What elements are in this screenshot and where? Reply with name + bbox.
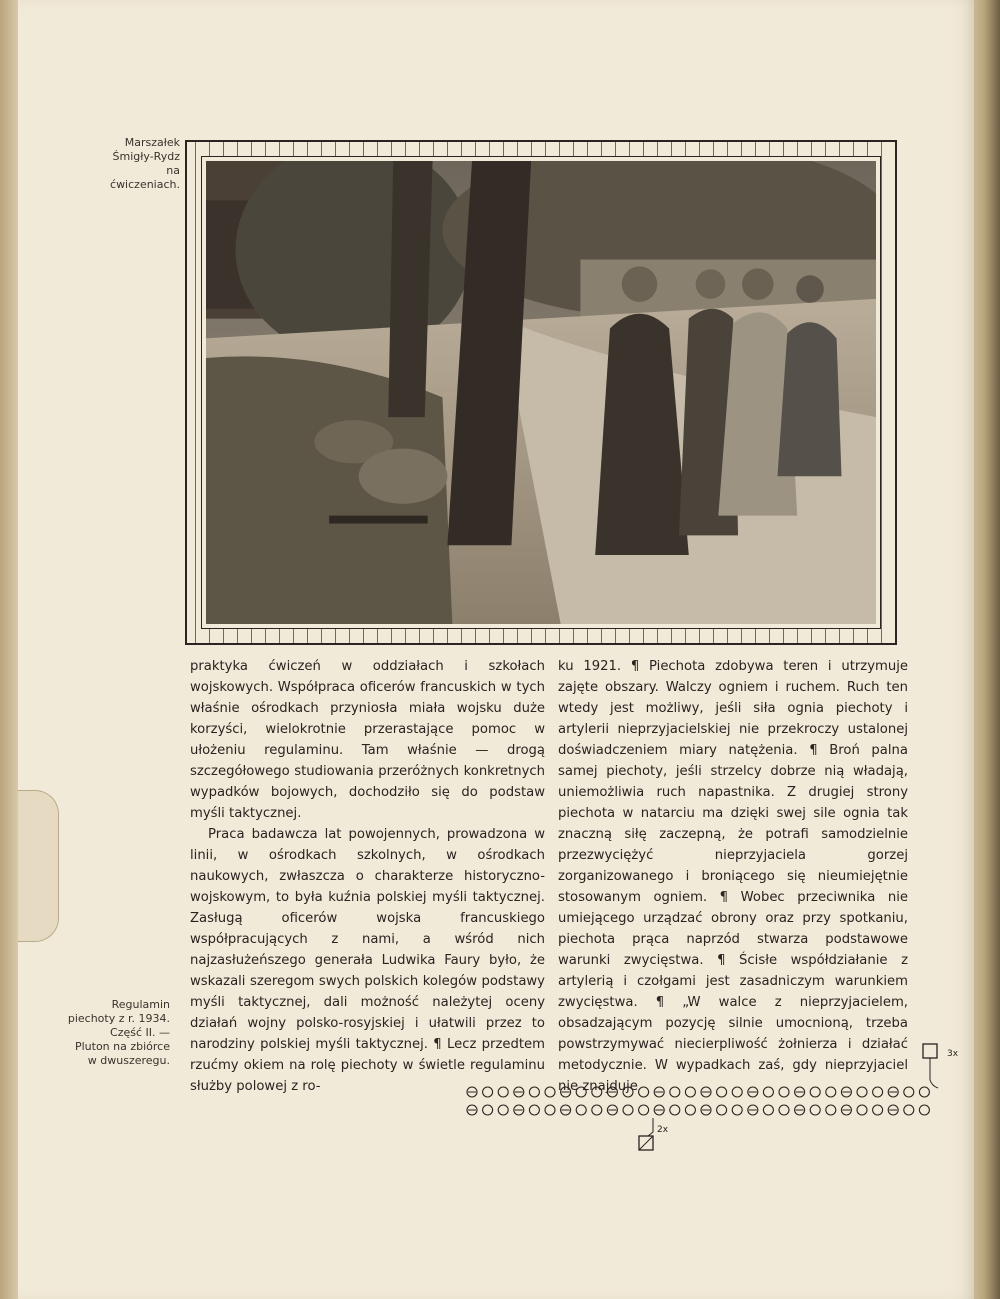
soldier-marker xyxy=(857,1087,867,1097)
soldier-marker xyxy=(717,1087,727,1097)
formation-row-front xyxy=(467,1087,929,1097)
leader-square-top xyxy=(923,1044,937,1058)
soldier-marker xyxy=(670,1087,680,1097)
soldier-marker xyxy=(826,1087,836,1097)
soldier-marker xyxy=(717,1105,727,1115)
soldier-marker xyxy=(670,1105,680,1115)
soldier-marker xyxy=(763,1105,773,1115)
connector-top xyxy=(930,1058,938,1088)
soldier-marker xyxy=(483,1105,493,1115)
soldier-marker xyxy=(810,1087,820,1097)
page-gutter xyxy=(0,0,18,1299)
text-column-left xyxy=(190,656,545,1097)
soldier-marker xyxy=(545,1087,555,1097)
connector-bottom xyxy=(648,1118,653,1136)
soldier-marker xyxy=(592,1105,602,1115)
platoon-diagram xyxy=(460,1040,970,1160)
photo-caption: Marszałek Śmigły-Rydz na ćwiczeniach. xyxy=(110,136,180,191)
soldier-marker xyxy=(576,1087,586,1097)
soldier-marker xyxy=(576,1105,586,1115)
formation-row-rear xyxy=(467,1105,929,1115)
soldier-marker xyxy=(857,1105,867,1115)
soldier-marker xyxy=(904,1105,914,1115)
soldier-marker xyxy=(529,1087,539,1097)
photo-illustration xyxy=(206,161,876,624)
soldier-marker xyxy=(639,1105,649,1115)
photo-frame xyxy=(185,140,897,645)
soldier-marker xyxy=(545,1105,555,1115)
soldier-marker xyxy=(592,1087,602,1097)
soldier-marker xyxy=(919,1087,929,1097)
soldier-marker xyxy=(529,1105,539,1115)
soldier-marker xyxy=(779,1105,789,1115)
soldier-marker xyxy=(685,1105,695,1115)
soldier-marker xyxy=(685,1087,695,1097)
soldier-marker xyxy=(763,1087,773,1097)
photo-frame-inner xyxy=(201,156,881,629)
soldier-marker xyxy=(873,1105,883,1115)
photograph xyxy=(206,161,876,624)
soldier-marker xyxy=(810,1105,820,1115)
soldier-marker xyxy=(623,1087,633,1097)
paragraph: Praca badawcza lat powojennych, prowadzona w linii, w ośrodkach szkolnych, w ośrodkach naukowych, zwłaszcza o charakterze historyczno-wojskowym, to była kuźnia polskiej myśli taktycznej. Zasługą oficerów wojska francuskiego współpracujących z nami, a wśród nich najzasłużeńszego generała Ludwika Faury było, że wskazali szeregom swych polskich kolegów podstawy myśli taktycznej, dali możność należytej oceny działań wojny polsko-rosyjskiej i ułatwili przez to narodziny polskiej myśli taktycznej. ¶ Lecz przedtem rzućmy okiem na rolę piechoty w świetle regulaminu służby polowej z ro- xyxy=(190,827,545,1094)
soldier-marker xyxy=(919,1105,929,1115)
page-tab xyxy=(18,790,59,942)
soldier-marker xyxy=(732,1105,742,1115)
soldier-marker xyxy=(639,1087,649,1097)
soldier-marker xyxy=(498,1087,508,1097)
soldier-marker xyxy=(623,1105,633,1115)
square-diagonal xyxy=(639,1136,653,1150)
book-edge xyxy=(974,0,1000,1299)
soldier-marker xyxy=(826,1105,836,1115)
soldier-marker xyxy=(498,1105,508,1115)
soldier-marker xyxy=(732,1087,742,1097)
soldier-marker xyxy=(873,1087,883,1097)
paragraph: ku 1921. ¶ Piechota zdobywa teren i utrzymuje zajęte obszary. Walczy ogniem i ruchem. Ruch ten wtedy jest możliwy, jeśli siła ognia piechoty i artylerii nieprzyjacielskiej nie przekroczy ustalonej doświadczeniem miary natężenia. ¶ Broń palna samej piechoty, jeśli strzelcy dobrze nią władają, uniemożliwia ruch napastnika. Z drugiej strony piechota w natarciu ma dzięki swej sile ognia tak znaczną siłę zaczepną, że potrafi samodzielnie przezwyciężyć nieprzyjaciela gorzej zorganizowanego i broniącego się nieumiejętnie stosowanym ogniem. ¶ Wobec przeciwnika nie umiejącego urządzać obrony oraz przy spotkaniu, piechota prąca naprzód stwarza podstawowe warunki zwycięstwa. ¶ Ścisłe współdziałanie z artylerią i czołgami jest zasadniczym warunkiem zwycięstwa. ¶ „W walce z nieprzyjacielem, obsadzającym pozycję silnie umocnioną, trzeba powstrzymywać niecierpliwość żołnierza i działać metodycznie. W wypadkach zaś, gdy nieprzyjaciel nie znajduje xyxy=(558,659,908,1094)
soldier-marker xyxy=(904,1087,914,1097)
label-bottom: 2x xyxy=(657,1125,669,1135)
diagram-caption: Regulamin piechoty z r. 1934. Część II. — Pluton na zbiórce w dwuszeregu. xyxy=(67,998,170,1067)
platoon-formation xyxy=(460,1040,970,1160)
soldier-marker xyxy=(779,1087,789,1097)
soldier-marker xyxy=(483,1087,493,1097)
paragraph: praktyka ćwiczeń w oddziałach i szkołach wojskowych. Współpraca oficerów francuskich w tych właśnie ośrodkach przyniosła miała wojsku duże korzyści, wielokrotnie przerastające pomoc w ułożeniu regulaminu. Tam właśnie — drogą szczegółowego studiowania przeróżnych konkretnych wypadków bojowych, dochodziło się do podstaw myśli taktycznej. xyxy=(190,659,545,821)
label-top: 3x xyxy=(947,1049,959,1059)
text-column-right xyxy=(558,656,908,1097)
